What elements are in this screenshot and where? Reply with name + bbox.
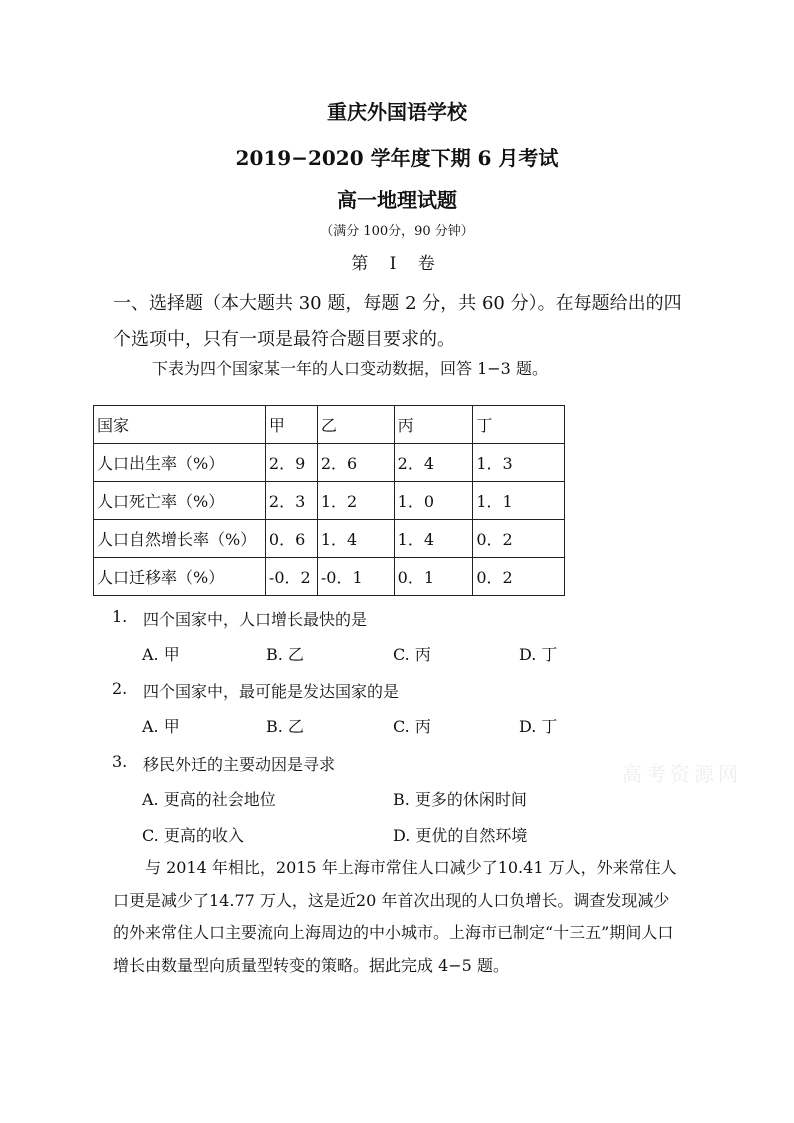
option-c[interactable]: C. 更高的收入: [142, 826, 244, 845]
table-header-cell: 丁: [473, 406, 565, 444]
option-a[interactable]: A. 甲: [142, 645, 180, 664]
subject-title: 高一地理试题: [337, 188, 457, 212]
option-d[interactable]: D. 更优的自然环境: [393, 826, 528, 845]
table-row: [94, 520, 565, 558]
table-cell: 人口出生率（%）: [94, 444, 266, 482]
school-name: 重庆外国语学校: [327, 100, 467, 124]
table-cell: 1．4: [394, 520, 473, 558]
question-number: 1.: [112, 607, 128, 626]
table-row: [94, 482, 565, 520]
table-cell: 1．3: [473, 444, 565, 482]
table-cell: 0．6: [265, 520, 317, 558]
question-number: 3.: [112, 752, 128, 771]
question-text: 移民外迁的主要动因是寻求: [143, 755, 336, 774]
table-cell: 2．4: [394, 444, 473, 482]
table-cell: 人口自然增长率（%）: [94, 520, 266, 558]
table-cell: -0．1: [317, 558, 394, 596]
exam-title: 2019−2020 学年度下期 6 月考试: [235, 146, 559, 170]
option-b[interactable]: B. 乙: [266, 717, 304, 736]
table-cell: 2．6: [317, 444, 394, 482]
table-header-cell: 国家: [94, 406, 266, 444]
table-intro: 下表为四个国家某一年的人口变动数据，回答 1−3 题。: [152, 359, 548, 378]
table-header-row: [94, 406, 565, 444]
table-cell: -0．2: [265, 558, 317, 596]
table-header-cell: 乙: [317, 406, 394, 444]
table-cell: 0．2: [473, 558, 565, 596]
table-row: [94, 444, 565, 482]
table-cell: 0．1: [394, 558, 473, 596]
option-b[interactable]: B. 更多的休闲时间: [393, 790, 527, 809]
question-number: 2.: [112, 679, 128, 698]
option-d[interactable]: D. 丁: [519, 645, 558, 664]
option-c[interactable]: C. 丙: [393, 645, 431, 664]
table-cell: 1．1: [473, 482, 565, 520]
table-cell: 0．2: [473, 520, 565, 558]
passage: [113, 852, 683, 982]
volume-label: 第 Ⅰ 卷: [351, 254, 443, 274]
table-cell: 1．2: [317, 482, 394, 520]
table-cell: 人口死亡率（%）: [94, 482, 266, 520]
option-c[interactable]: C. 丙: [393, 717, 431, 736]
watermark: 高考资源网: [622, 762, 742, 786]
section-title: 一、选择题（本大题共 30 题，每题 2 分，共 60 分）。在每题给出的四个选项中，只有一项是最符合题目要求的。: [113, 293, 682, 350]
table-header-cell: 甲: [265, 406, 317, 444]
passage-text: 与 2014 年相比，2015 年上海市常住人口减少了10.41 万人，外来常住人口更是减少了14.77 万人，这是近20 年首次出现的人口负增长。调查发现减少的外来常住人口主要流向上海周边的中小城市。上海市已制定“十三五”期间人口增长由数量型向质量型转变的策略。据此完成 4−5 题。: [113, 858, 677, 975]
question-text: 四个国家中，最可能是发达国家的是: [143, 682, 400, 701]
population-table: [93, 405, 565, 596]
table-row: [94, 558, 565, 596]
option-d[interactable]: D. 丁: [519, 717, 558, 736]
table-cell: 1．0: [394, 482, 473, 520]
table-cell: 人口迁移率（%）: [94, 558, 266, 596]
option-b[interactable]: B. 乙: [266, 645, 304, 664]
table-cell: 1．4: [317, 520, 394, 558]
question-text: 四个国家中，人口增长最快的是: [143, 610, 368, 629]
option-a[interactable]: A. 更高的社会地位: [142, 790, 276, 809]
table-cell: 2．3: [265, 482, 317, 520]
option-a[interactable]: A. 甲: [142, 717, 180, 736]
table-header-cell: 丙: [394, 406, 473, 444]
table-cell: 2．9: [265, 444, 317, 482]
score-time-note: （满分 100分，90 分钟）: [320, 224, 474, 239]
